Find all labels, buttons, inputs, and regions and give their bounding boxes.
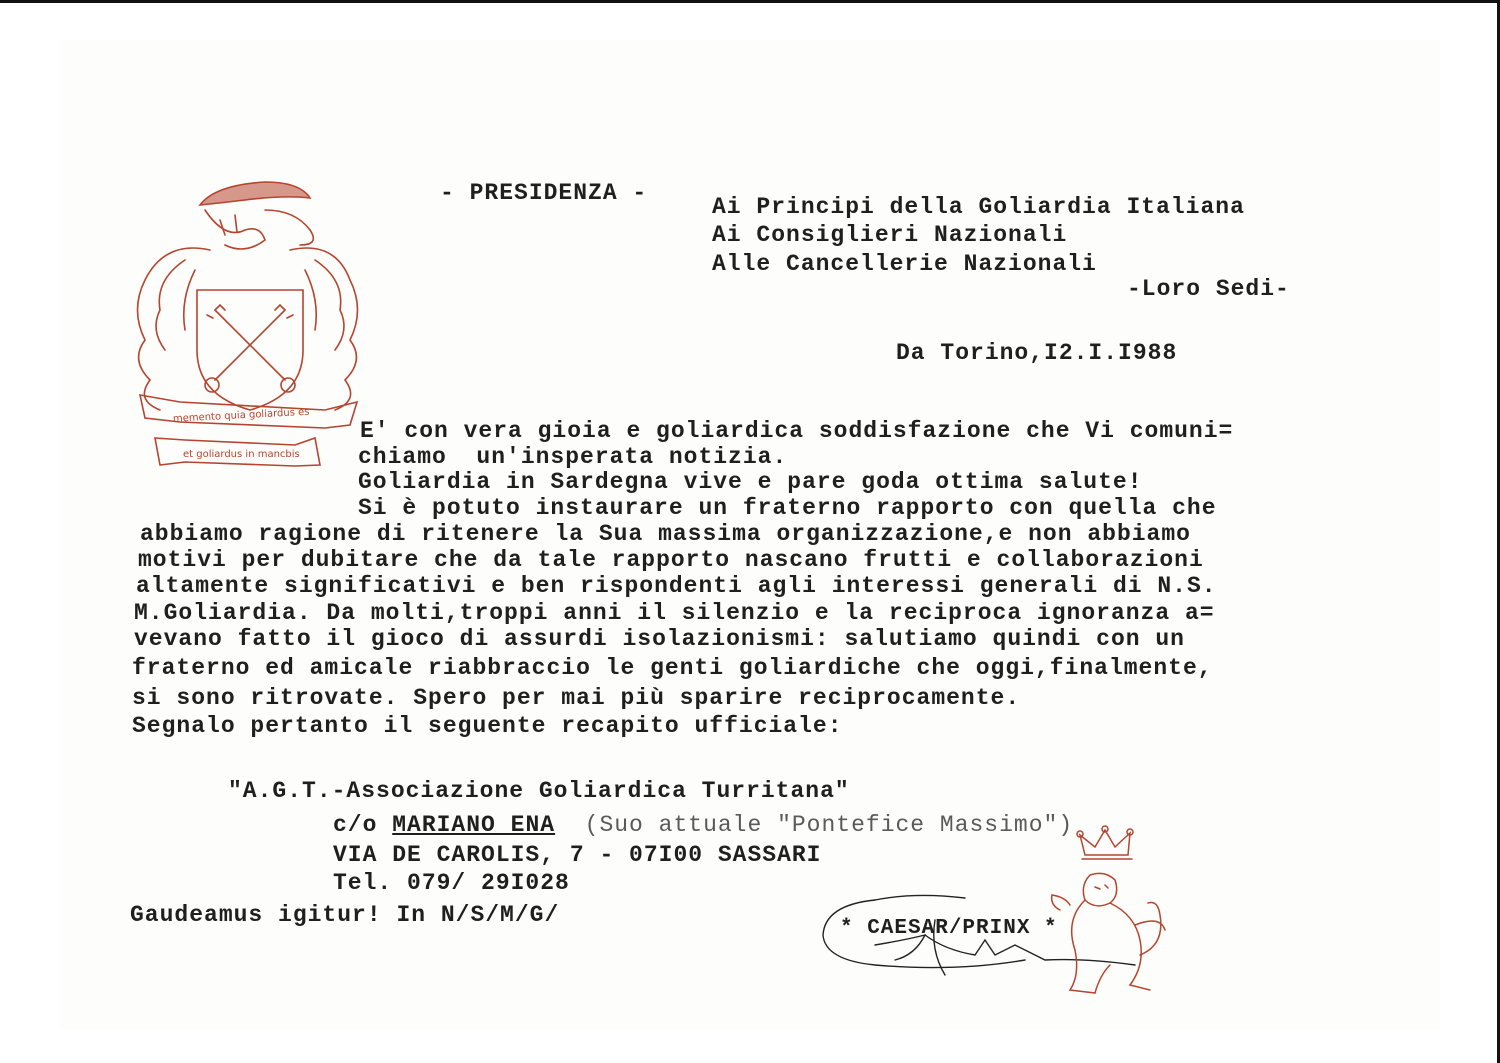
closing-gaudeamus: Gaudeamus igitur! In N/S/M/G/ [130, 902, 560, 928]
recipient-line-2: Ai Consiglieri Nazionali [712, 222, 1068, 248]
body-line-10: fraterno ed amicale riabbraccio le genti goliardiche che oggi,finalmente, [132, 655, 1213, 681]
address-care-of-prefix: c/o [333, 812, 393, 838]
body-line-11: si sono ritrovate. Spero per mai più sparire reciprocamente. [132, 685, 1021, 711]
scan-border-top [0, 0, 1500, 3]
recipient-line-1: Ai Principi della Goliardia Italiana [712, 194, 1245, 220]
address-telephone: Tel. 079/ 29I028 [333, 870, 570, 896]
address-association: "A.G.T.-Associazione Goliardica Turritana" [228, 778, 850, 804]
address-care-of-note: (Suo attuale "Pontefice Massimo") [555, 812, 1074, 838]
presidenza-heading: - PRESIDENZA - [440, 180, 648, 206]
address-care-of [333, 812, 1073, 838]
recipient-line-3: Alle Cancellerie Nazionali [712, 251, 1097, 277]
letter-date: Da Torino,I2.I.I988 [896, 340, 1178, 366]
crowned-lion-stamp [1040, 825, 1180, 1000]
address-street: VIA DE CAROLIS, 7 - 07I00 SASSARI [333, 842, 822, 868]
body-line-9: vevano fatto il gioco di assurdi isolazionismi: salutiamo quindi con un [134, 626, 1185, 652]
body-line-3: Goliardia in Sardegna vive e pare goda ottima salute! [358, 469, 1143, 495]
body-line-12: Segnalo pertanto il seguente recapito ufficiale: [132, 713, 843, 739]
body-line-1: E' con vera gioia e goliardica soddisfazione che Vi comuni= [360, 418, 1234, 444]
signature-name: * CAESAR/PRINX * [840, 917, 1058, 940]
body-line-2: chiamo un'insperata notizia. [358, 444, 788, 470]
body-line-4: Si è potuto instaurare un fraterno rapporto con quella che [358, 495, 1217, 521]
crest-stamp [125, 170, 375, 480]
address-care-of-name: MARIANO ENA [392, 812, 556, 838]
body-line-5: abbiamo ragione di ritenere la Sua massima organizzazione,e non abbiamo [140, 521, 1191, 547]
body-line-6: motivi per dubitare che da tale rapporto nascano frutti e collaborazioni [138, 547, 1204, 573]
body-line-7: altamente significativi e ben rispondenti agli interessi generali di N.S. [136, 573, 1217, 599]
crest-motto-top: memento quia goliardus es [172, 406, 310, 425]
loro-sedi: -Loro Sedi- [1127, 276, 1290, 302]
crest-motto-bottom: et goliardus in mancbis [183, 449, 300, 460]
body-line-8: M.Goliardia. Da molti,troppi anni il silenzio e la reciproca ignoranza a= [134, 600, 1215, 626]
